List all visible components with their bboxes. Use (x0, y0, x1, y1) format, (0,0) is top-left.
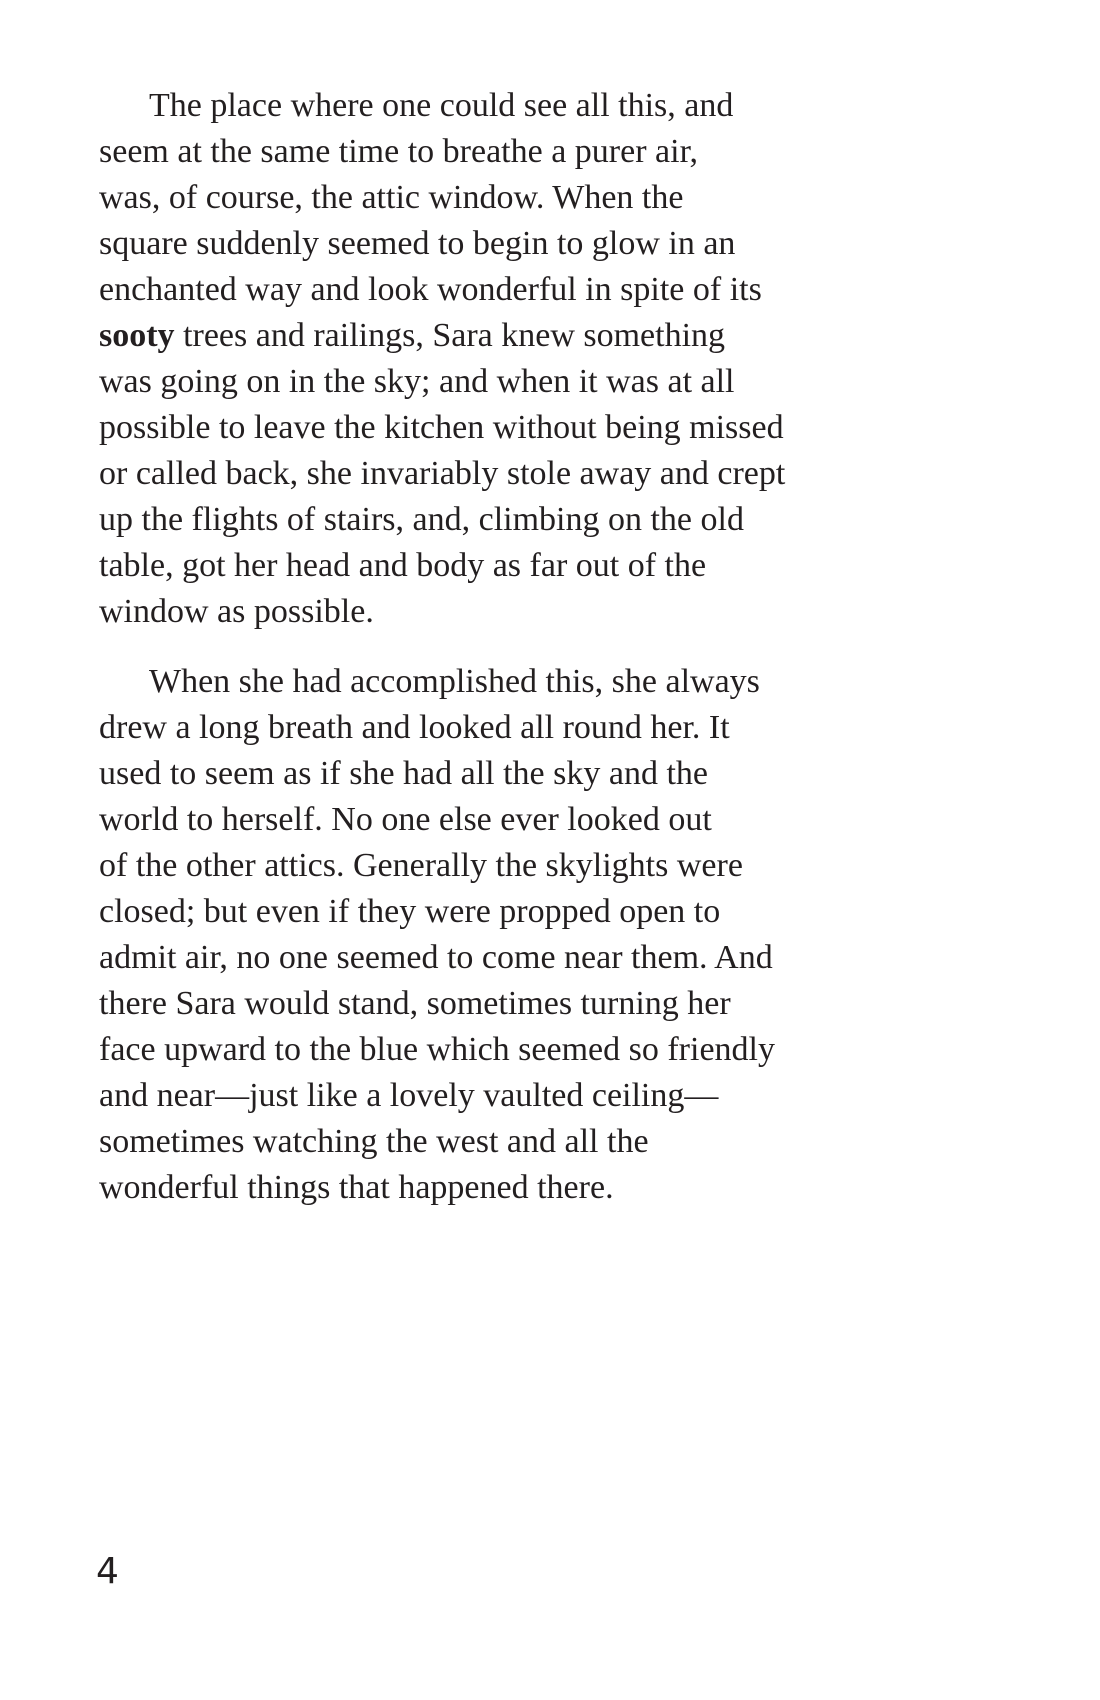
text-line-rest: trees and railings, Sara knew something (174, 317, 726, 354)
text-line: enchanted way and look wonderful in spite of its (99, 271, 762, 308)
text-line: When she had accomplished this, she always (149, 663, 760, 700)
text-line: and near—just like a lovely vaulted ceiling— (99, 1077, 719, 1114)
text-line: or called back, she invariably stole away and crept (99, 455, 786, 492)
text-line: was going on in the sky; and when it was at all (99, 363, 735, 400)
text-line: wonderful things that happened there. (99, 1169, 614, 1206)
vocabulary-word: sooty (99, 317, 175, 354)
text-line: seem at the same time to breathe a purer air, (99, 133, 699, 170)
text-line: sometimes watching the west and all the (99, 1123, 649, 1160)
text-line: used to seem as if she had all the sky and the (99, 755, 709, 792)
text-line: face upward to the blue which seemed so friendly (99, 1031, 775, 1068)
text-line: table, got her head and body as far out of the (99, 547, 707, 584)
text-line: square suddenly seemed to begin to glow in an (99, 225, 736, 262)
text-line: world to herself. No one else ever looked out (99, 801, 712, 838)
text-line: up the flights of stairs, and, climbing on the old (99, 501, 744, 538)
text-line: The place where one could see all this, and (149, 87, 734, 124)
text-line: was, of course, the attic window. When the (99, 179, 684, 216)
page-number: 4 (96, 1551, 119, 1592)
text-line-with-vocab (99, 316, 725, 356)
text-line: closed; but even if they were propped open to (99, 893, 721, 930)
text-line: window as possible. (99, 593, 374, 630)
text-line: possible to leave the kitchen without being missed (99, 409, 784, 446)
text-line: drew a long breath and looked all round her. It (99, 709, 730, 746)
text-line: of the other attics. Generally the skylights were (99, 847, 743, 884)
text-line: there Sara would stand, sometimes turning her (99, 985, 731, 1022)
text-line: admit air, no one seemed to come near them. And (99, 939, 773, 976)
